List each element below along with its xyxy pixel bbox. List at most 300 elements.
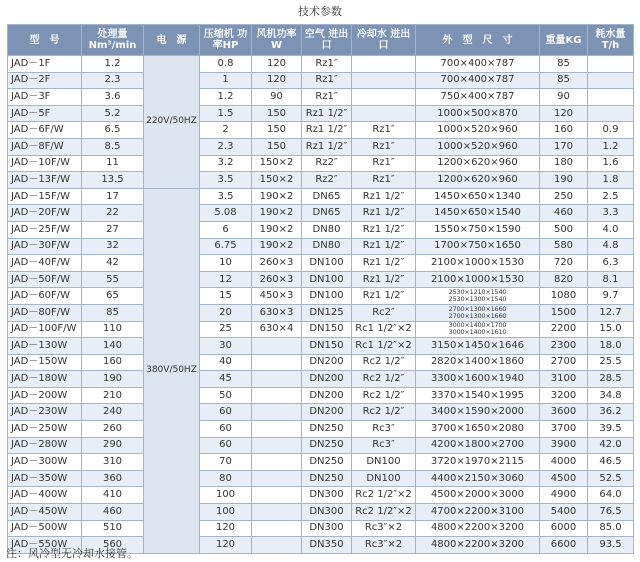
hp-cell: 15 xyxy=(200,288,252,305)
hp-cell: 100 xyxy=(200,487,252,504)
water-port-cell: Rz1 1/2″ xyxy=(352,255,416,272)
flow-cell: 3.6 xyxy=(82,89,144,106)
table-row xyxy=(8,188,634,205)
air-port-cell: Rz1″ xyxy=(302,89,352,106)
table-row xyxy=(8,487,634,504)
col-header-model: 型 号 xyxy=(8,25,82,56)
fan-cell xyxy=(252,387,302,404)
model-cell: JAD－50F/W xyxy=(8,271,82,288)
air-port-cell: DN65 xyxy=(302,188,352,205)
table-row xyxy=(8,172,634,189)
fan-cell: 150 xyxy=(252,122,302,139)
water-use-cell: 3.3 xyxy=(588,205,634,222)
water-use-cell: 25.5 xyxy=(588,354,634,371)
air-port-cell: DN65 xyxy=(302,205,352,222)
water-use-cell xyxy=(588,72,634,89)
model-cell: JAD－400W xyxy=(8,487,82,504)
water-use-cell: 4.8 xyxy=(588,238,634,255)
water-use-cell: 12.7 xyxy=(588,304,634,321)
flow-cell: 27 xyxy=(82,221,144,238)
fan-cell: 150×2 xyxy=(252,155,302,172)
hp-cell: 60 xyxy=(200,421,252,438)
model-cell: JAD－20F/W xyxy=(8,205,82,222)
hp-cell: 70 xyxy=(200,454,252,471)
weight-cell: 6000 xyxy=(540,520,588,537)
hp-cell: 3.2 xyxy=(200,155,252,172)
model-cell: JAD－10F/W xyxy=(8,155,82,172)
water-use-cell: 1.2 xyxy=(588,138,634,155)
flow-cell: 560 xyxy=(82,537,144,554)
hp-cell: 5.08 xyxy=(200,205,252,222)
power-supply-cell: 380V/50HZ xyxy=(144,188,200,553)
weight-cell: 3600 xyxy=(540,404,588,421)
dimensions-cell: 700×400×787 xyxy=(416,56,540,73)
weight-cell: 170 xyxy=(540,138,588,155)
fan-cell: 630×4 xyxy=(252,321,302,338)
flow-cell: 11 xyxy=(82,155,144,172)
air-port-cell: DN150 xyxy=(302,321,352,338)
flow-cell: 13.5 xyxy=(82,172,144,189)
table-row xyxy=(8,404,634,421)
dimensions-line: 2700×1300×1660 xyxy=(448,304,507,313)
water-port-cell: DN100 xyxy=(352,470,416,487)
water-port-cell: Rz1″ xyxy=(352,155,416,172)
col-header-water-use: 耗水量 T/h xyxy=(588,25,634,56)
table-row xyxy=(8,470,634,487)
model-cell: JAD－280W xyxy=(8,437,82,454)
air-port-cell: DN250 xyxy=(302,437,352,454)
air-port-cell: DN150 xyxy=(302,338,352,355)
air-port-cell: DN100 xyxy=(302,255,352,272)
flow-cell: 32 xyxy=(82,238,144,255)
fan-cell: 90 xyxy=(252,89,302,106)
hp-cell: 1.5 xyxy=(200,105,252,122)
dimensions-cell: 2100×1000×1530 xyxy=(416,271,540,288)
hp-cell: 60 xyxy=(200,404,252,421)
dimensions-cell: 1550×750×1590 xyxy=(416,221,540,238)
water-port-cell: Rc2 1/2″ xyxy=(352,354,416,371)
hp-cell: 6 xyxy=(200,221,252,238)
water-use-cell: 85.0 xyxy=(588,520,634,537)
fan-cell: 190×2 xyxy=(252,188,302,205)
table-row xyxy=(8,89,634,106)
fan-cell xyxy=(252,454,302,471)
water-use-cell: 2.5 xyxy=(588,188,634,205)
hp-cell: 50 xyxy=(200,387,252,404)
hp-cell: 3.5 xyxy=(200,172,252,189)
water-port-cell: Rz1 1/2″ xyxy=(352,271,416,288)
col-header-flow: 处理量 Nm³/min xyxy=(82,25,144,56)
weight-cell: 500 xyxy=(540,221,588,238)
col-header-dimensions: 外 型 尺 寸 xyxy=(416,25,540,56)
air-port-cell: Rz1 1/2″ xyxy=(302,105,352,122)
hp-cell: 20 xyxy=(200,304,252,321)
dimensions-cell: 2820×1400×1860 xyxy=(416,354,540,371)
dimensions-line: 2530×1210×1540 xyxy=(448,288,507,297)
water-use-cell xyxy=(588,105,634,122)
model-cell: JAD－80F/W xyxy=(8,304,82,321)
table-row xyxy=(8,271,634,288)
model-cell: JAD－60F/W xyxy=(8,288,82,305)
model-cell: JAD－25F/W xyxy=(8,221,82,238)
dimensions-cell: 1000×520×960 xyxy=(416,138,540,155)
dimensions-cell: 3720×1970×2115 xyxy=(416,454,540,471)
water-use-cell: 93.5 xyxy=(588,537,634,554)
air-port-cell: DN80 xyxy=(302,221,352,238)
water-port-cell: Rc1 1/2″×2 xyxy=(352,338,416,355)
dimensions-cell: 1450×650×1540 xyxy=(416,205,540,222)
air-port-cell: DN100 xyxy=(302,271,352,288)
air-port-cell: Rz1″ xyxy=(302,72,352,89)
water-use-cell: 0.9 xyxy=(588,122,634,139)
model-cell: JAD－150W xyxy=(8,354,82,371)
air-port-cell: DN200 xyxy=(302,371,352,388)
col-header-compressor-hp: 压缩机 功率HP xyxy=(200,25,252,56)
air-port-cell: DN300 xyxy=(302,504,352,521)
dimensions-cell: 4400×2150×3060 xyxy=(416,470,540,487)
dimensions-cell: 3150×1450×1646 xyxy=(416,338,540,355)
weight-cell: 190 xyxy=(540,172,588,189)
hp-cell: 1 xyxy=(200,72,252,89)
air-port-cell: DN300 xyxy=(302,520,352,537)
table-row xyxy=(8,387,634,404)
table-row xyxy=(8,205,634,222)
flow-cell: 1.2 xyxy=(82,56,144,73)
weight-cell: 580 xyxy=(540,238,588,255)
hp-cell: 45 xyxy=(200,371,252,388)
water-port-cell: Rz1 1/2″ xyxy=(352,205,416,222)
water-use-cell: 46.5 xyxy=(588,454,634,471)
table-row xyxy=(8,221,634,238)
weight-cell: 3100 xyxy=(540,371,588,388)
fan-cell xyxy=(252,520,302,537)
fan-cell: 150 xyxy=(252,138,302,155)
flow-cell: 17 xyxy=(82,188,144,205)
water-port-cell xyxy=(352,72,416,89)
water-use-cell: 52.5 xyxy=(588,470,634,487)
fan-cell: 450×3 xyxy=(252,288,302,305)
table-row xyxy=(8,56,634,73)
model-cell: JAD－2F xyxy=(8,72,82,89)
model-cell: JAD－8F/W xyxy=(8,138,82,155)
table-row xyxy=(8,288,634,305)
air-port-cell: Rz1″ xyxy=(302,56,352,73)
table-row xyxy=(8,371,634,388)
flow-cell: 65 xyxy=(82,288,144,305)
col-header-air-port: 空气 进出口 xyxy=(302,25,352,56)
water-port-cell xyxy=(352,56,416,73)
table-row xyxy=(8,105,634,122)
col-header-weight: 重量KG xyxy=(540,25,588,56)
water-port-cell: DN100 xyxy=(352,454,416,471)
fan-cell: 190×2 xyxy=(252,221,302,238)
col-header-power: 电 源 xyxy=(144,25,200,56)
weight-cell: 160 xyxy=(540,122,588,139)
air-port-cell: Rz2″ xyxy=(302,155,352,172)
fan-cell xyxy=(252,504,302,521)
weight-cell: 90 xyxy=(540,89,588,106)
flow-cell: 6.5 xyxy=(82,122,144,139)
water-use-cell: 18.0 xyxy=(588,338,634,355)
water-port-cell: Rc2 1/2″ xyxy=(352,387,416,404)
dimensions-cell xyxy=(416,304,540,321)
air-port-cell: DN125 xyxy=(302,304,352,321)
table-row xyxy=(8,354,634,371)
weight-cell: 2200 xyxy=(540,321,588,338)
model-cell: JAD－300W xyxy=(8,454,82,471)
hp-cell: 100 xyxy=(200,504,252,521)
dimensions-line-alt: 3000×1400×1610 xyxy=(448,328,507,337)
flow-cell: 360 xyxy=(82,470,144,487)
table-row xyxy=(8,122,634,139)
flow-cell: 42 xyxy=(82,255,144,272)
hp-cell: 60 xyxy=(200,437,252,454)
air-port-cell: DN250 xyxy=(302,421,352,438)
table-row xyxy=(8,155,634,172)
water-port-cell: Rc2 1/2″×2 xyxy=(352,487,416,504)
dimensions-cell: 4200×1800×2700 xyxy=(416,437,540,454)
fan-cell xyxy=(252,487,302,504)
model-cell: JAD－30F/W xyxy=(8,238,82,255)
power-supply-cell: 220V/50HZ xyxy=(144,56,200,189)
dimensions-cell: 3400×1590×2000 xyxy=(416,404,540,421)
air-port-cell: DN250 xyxy=(302,454,352,471)
air-port-cell: DN200 xyxy=(302,387,352,404)
flow-cell: 2.3 xyxy=(82,72,144,89)
model-cell: JAD－3F xyxy=(8,89,82,106)
hp-cell: 3.5 xyxy=(200,188,252,205)
dimensions-cell xyxy=(416,288,540,305)
flow-cell: 460 xyxy=(82,504,144,521)
water-port-cell: Rz1 1/2″ xyxy=(352,238,416,255)
flow-cell: 140 xyxy=(82,338,144,355)
hp-cell: 12 xyxy=(200,271,252,288)
model-cell: JAD－180W xyxy=(8,371,82,388)
dimensions-cell: 3300×1600×1940 xyxy=(416,371,540,388)
water-port-cell: Rz1 1/2″ xyxy=(352,188,416,205)
water-port-cell xyxy=(352,89,416,106)
flow-cell: 510 xyxy=(82,520,144,537)
air-port-cell: DN250 xyxy=(302,470,352,487)
weight-cell: 250 xyxy=(540,188,588,205)
dimensions-cell: 1000×520×960 xyxy=(416,122,540,139)
flow-cell: 22 xyxy=(82,205,144,222)
water-port-cell: Rz1″ xyxy=(352,172,416,189)
model-cell: JAD－6F/W xyxy=(8,122,82,139)
weight-cell: 3900 xyxy=(540,437,588,454)
water-port-cell: Rc3″ xyxy=(352,437,416,454)
water-use-cell: 15.0 xyxy=(588,321,634,338)
fan-cell: 260×3 xyxy=(252,271,302,288)
dimensions-cell: 4800×2200×3200 xyxy=(416,520,540,537)
fan-cell xyxy=(252,371,302,388)
water-use-cell xyxy=(588,89,634,106)
col-header-fan-power: 风机功率W xyxy=(252,25,302,56)
hp-cell: 2 xyxy=(200,122,252,139)
hp-cell: 40 xyxy=(200,354,252,371)
dimensions-line-alt: 2700×1300×1660 xyxy=(448,311,507,320)
hp-cell: 120 xyxy=(200,537,252,554)
weight-cell: 3700 xyxy=(540,421,588,438)
table-row xyxy=(8,437,634,454)
weight-cell: 4500 xyxy=(540,470,588,487)
fan-cell xyxy=(252,404,302,421)
table-row xyxy=(8,238,634,255)
air-port-cell: Rz1 1/2″ xyxy=(302,138,352,155)
fan-cell: 190×2 xyxy=(252,205,302,222)
water-port-cell: Rc3″ xyxy=(352,421,416,438)
table-row xyxy=(8,421,634,438)
weight-cell: 6600 xyxy=(540,537,588,554)
air-port-cell: DN200 xyxy=(302,354,352,371)
water-port-cell: Rc2 1/2″×2 xyxy=(352,504,416,521)
water-use-cell: 64.0 xyxy=(588,487,634,504)
weight-cell: 5400 xyxy=(540,504,588,521)
flow-cell: 260 xyxy=(82,421,144,438)
model-cell: JAD－500W xyxy=(8,520,82,537)
air-port-cell: DN350 xyxy=(302,537,352,554)
hp-cell: 2.3 xyxy=(200,138,252,155)
dimensions-cell: 4700×2200×3100 xyxy=(416,504,540,521)
water-use-cell: 42.0 xyxy=(588,437,634,454)
flow-cell: 190 xyxy=(82,371,144,388)
weight-cell: 4000 xyxy=(540,454,588,471)
air-port-cell: DN300 xyxy=(302,487,352,504)
model-cell: JAD－130W xyxy=(8,338,82,355)
water-use-cell: 76.5 xyxy=(588,504,634,521)
dimensions-cell: 750×400×787 xyxy=(416,89,540,106)
flow-cell: 310 xyxy=(82,454,144,471)
flow-cell: 410 xyxy=(82,487,144,504)
dimensions-cell: 4800×2200×3200 xyxy=(416,537,540,554)
water-port-cell: Rz1″ xyxy=(352,122,416,139)
air-port-cell: DN100 xyxy=(302,288,352,305)
water-use-cell: 4.0 xyxy=(588,221,634,238)
air-port-cell: Rz2″ xyxy=(302,172,352,189)
dimensions-cell: 1000×500×870 xyxy=(416,105,540,122)
dimensions-cell: 1700×750×1650 xyxy=(416,238,540,255)
fan-cell xyxy=(252,437,302,454)
water-port-cell: Rc2 1/2″ xyxy=(352,404,416,421)
dimensions-cell: 3370×1540×1995 xyxy=(416,387,540,404)
dimensions-line-alt: 2530×1300×1540 xyxy=(448,295,507,304)
hp-cell: 6.75 xyxy=(200,238,252,255)
water-use-cell: 1.8 xyxy=(588,172,634,189)
table-row xyxy=(8,454,634,471)
spec-table xyxy=(7,24,634,554)
fan-cell xyxy=(252,338,302,355)
water-port-cell: Rz1″ xyxy=(352,138,416,155)
weight-cell: 2300 xyxy=(540,338,588,355)
weight-cell: 85 xyxy=(540,56,588,73)
water-port-cell: Rc1 1/2″×2 xyxy=(352,321,416,338)
weight-cell: 820 xyxy=(540,271,588,288)
water-port-cell xyxy=(352,105,416,122)
hp-cell: 30 xyxy=(200,338,252,355)
dimensions-cell: 1200×620×960 xyxy=(416,172,540,189)
col-header-water-port: 冷却水 进出口 xyxy=(352,25,416,56)
table-row xyxy=(8,504,634,521)
water-use-cell: 36.2 xyxy=(588,404,634,421)
air-port-cell: DN200 xyxy=(302,404,352,421)
model-cell: JAD－450W xyxy=(8,504,82,521)
weight-cell: 1080 xyxy=(540,288,588,305)
dimensions-cell: 2100×1000×1530 xyxy=(416,255,540,272)
water-use-cell: 9.7 xyxy=(588,288,634,305)
water-use-cell: 8.1 xyxy=(588,271,634,288)
weight-cell: 3200 xyxy=(540,387,588,404)
model-cell: JAD－250W xyxy=(8,421,82,438)
air-port-cell: Rz1 1/2″ xyxy=(302,122,352,139)
water-use-cell: 6.3 xyxy=(588,255,634,272)
dimensions-cell: 4500×2000×3000 xyxy=(416,487,540,504)
air-port-cell: DN80 xyxy=(302,238,352,255)
water-use-cell: 28.5 xyxy=(588,371,634,388)
weight-cell: 4900 xyxy=(540,487,588,504)
water-port-cell: Rc3″×2 xyxy=(352,537,416,554)
weight-cell: 720 xyxy=(540,255,588,272)
model-cell: JAD－550W xyxy=(8,537,82,554)
weight-cell: 2700 xyxy=(540,354,588,371)
model-cell: JAD－200W xyxy=(8,387,82,404)
flow-cell: 160 xyxy=(82,354,144,371)
weight-cell: 1500 xyxy=(540,304,588,321)
fan-cell: 150 xyxy=(252,105,302,122)
model-cell: JAD－15F/W xyxy=(8,188,82,205)
flow-cell: 5.2 xyxy=(82,105,144,122)
water-use-cell: 39.5 xyxy=(588,421,634,438)
fan-cell xyxy=(252,470,302,487)
water-port-cell: Rc2″ xyxy=(352,304,416,321)
flow-cell: 290 xyxy=(82,437,144,454)
fan-cell xyxy=(252,421,302,438)
dimensions-cell: 1450×650×1340 xyxy=(416,188,540,205)
water-port-cell: Rz1 1/2″ xyxy=(352,288,416,305)
model-cell: JAD－1F xyxy=(8,56,82,73)
hp-cell: 25 xyxy=(200,321,252,338)
dimensions-cell: 700×400×787 xyxy=(416,72,540,89)
table-header-row xyxy=(8,25,634,56)
flow-cell: 240 xyxy=(82,404,144,421)
weight-cell: 180 xyxy=(540,155,588,172)
table-row xyxy=(8,321,634,338)
page-title: 技术参数 xyxy=(298,5,342,18)
hp-cell: 80 xyxy=(200,470,252,487)
water-port-cell: Rc3″×2 xyxy=(352,520,416,537)
table-row xyxy=(8,138,634,155)
fan-cell: 190×2 xyxy=(252,238,302,255)
weight-cell: 85 xyxy=(540,72,588,89)
flow-cell: 55 xyxy=(82,271,144,288)
fan-cell: 260×3 xyxy=(252,255,302,272)
hp-cell: 10 xyxy=(200,255,252,272)
water-port-cell: Rz1 1/2″ xyxy=(352,221,416,238)
model-cell: JAD－40F/W xyxy=(8,255,82,272)
model-cell: JAD－13F/W xyxy=(8,172,82,189)
weight-cell: 460 xyxy=(540,205,588,222)
hp-cell: 120 xyxy=(200,520,252,537)
footnote: 注：风冷型无冷却水接管。 xyxy=(6,547,138,560)
dimensions-cell: 1200×620×960 xyxy=(416,155,540,172)
table-row xyxy=(8,72,634,89)
water-use-cell xyxy=(588,56,634,73)
hp-cell: 1.2 xyxy=(200,89,252,106)
model-cell: JAD－5F xyxy=(8,105,82,122)
fan-cell: 120 xyxy=(252,56,302,73)
fan-cell: 150×2 xyxy=(252,172,302,189)
table-row xyxy=(8,338,634,355)
table-row xyxy=(8,304,634,321)
